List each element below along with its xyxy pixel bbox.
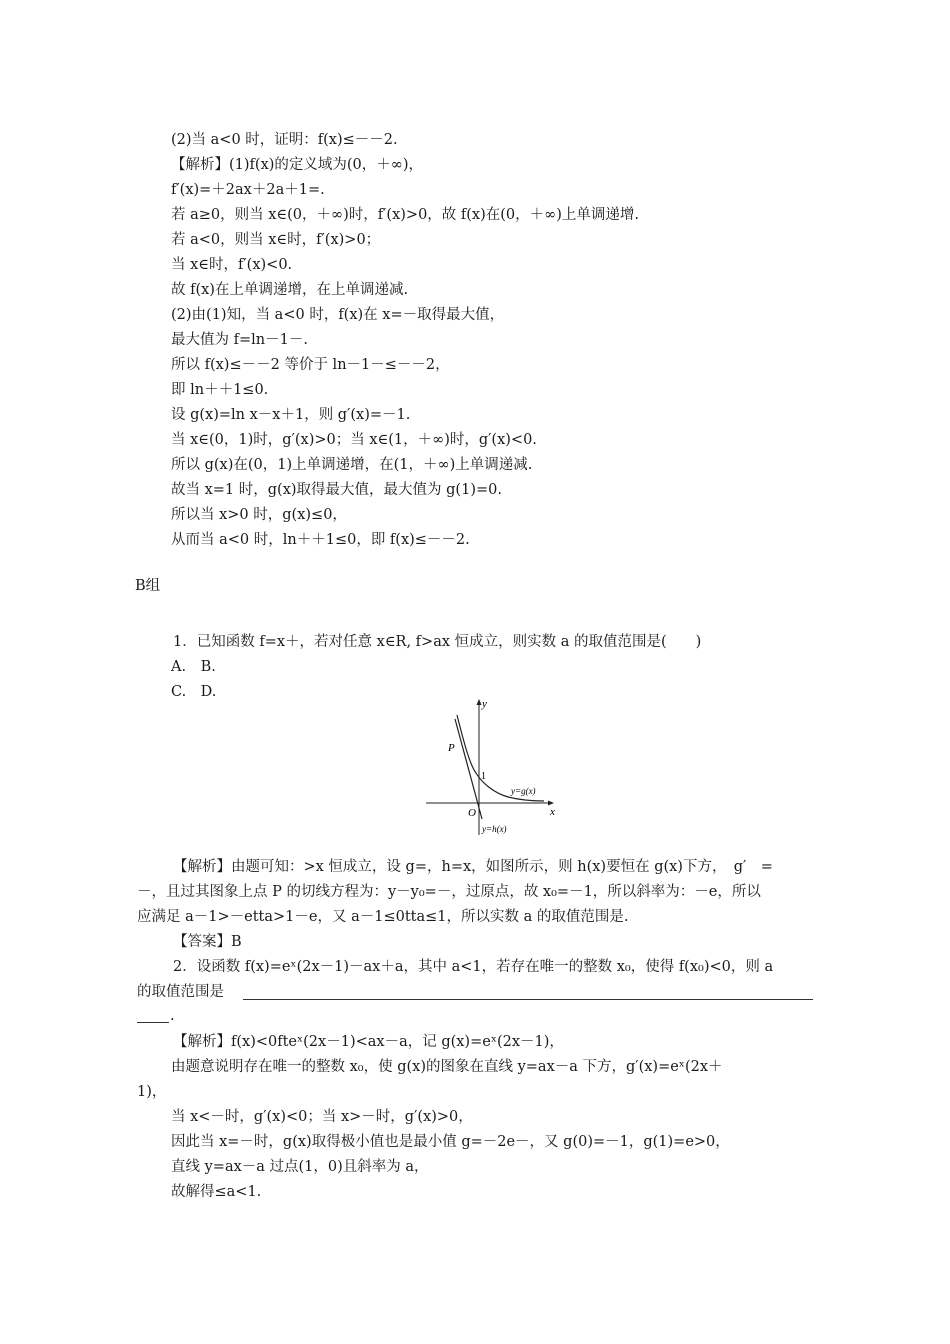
- text-line: 若 a<0，则当 x∈时，f′(x)>0；: [171, 232, 381, 248]
- point-p-label: P: [448, 742, 455, 754]
- question-stem: 1．已知函数 f=x＋，若对任意 x∈R, f>ax 恒成立，则实数 a 的取值范围是( ): [173, 634, 702, 650]
- origin-label: O: [468, 807, 476, 819]
- y-axis-label: y: [482, 698, 487, 710]
- analysis-line: 当 x<－时，g′(x)<0；当 x>－时，g′(x)>0，: [171, 1109, 473, 1125]
- tangent-line-h: [455, 719, 482, 819]
- text-line: 故当 x=1 时，g(x)取得最大值，最大值为 g(1)=0.: [171, 482, 502, 498]
- answer-blank: [243, 999, 813, 1000]
- text-line: 即 ln＋＋1≤0.: [171, 382, 269, 398]
- text-line: 【解析】(1)f(x)的定义域为(0，＋∞)，: [171, 157, 424, 173]
- stem-period: .: [170, 1008, 175, 1024]
- function-graph-figure: [424, 693, 562, 839]
- analysis-line: －，且过其图象上点 P 的切线方程为：y－y₀=－，过原点，故 x₀=－1，所以斜率为：－e，所以: [137, 884, 761, 900]
- curve-g-label: y=g(x): [511, 786, 536, 796]
- analysis-line: 因此当 x=－时，g(x)取得极小值也是最小值 g=－2e－，又 g(0)=－1，g(1)=e>0，: [171, 1134, 730, 1150]
- question-options: A. B.: [171, 659, 216, 675]
- text-line: 故 f(x)在上单调递增，在上单调递减.: [171, 282, 409, 298]
- analysis-line: 应满足 a－1>－etta>1－e，又 a－1≤0tta≤1，所以实数 a 的取值范围是.: [137, 909, 629, 925]
- analysis-line: 故解得≤a<1.: [171, 1184, 262, 1200]
- y-intercept-label: 1: [481, 771, 486, 782]
- question-stem-cont: 的取值范围是: [137, 984, 224, 1000]
- text-line: 所以当 x>0 时，g(x)≤0，: [171, 507, 347, 523]
- y-axis-arrow: [477, 699, 482, 705]
- text-line: f′(x)=＋2ax＋2a＋1=.: [171, 182, 325, 198]
- text-line: 所以 f(x)≤－－2 等价于 ln－1－≤－－2，: [171, 357, 450, 373]
- text-line: (2)由(1)知，当 a<0 时，f(x)在 x=－取得最大值，: [171, 307, 505, 323]
- section-heading: B组: [135, 578, 161, 594]
- text-line: 最大值为 f=ln－1－.: [171, 332, 308, 348]
- text-line: 当 x∈(0，1)时，g′(x)>0；当 x∈(1，＋∞)时，g′(x)<0.: [171, 432, 537, 448]
- analysis-line: 【解析】由题可知：>x 恒成立，设 g=，h=x，如图所示，则 h(x)要恒在 g(x)下方， g′ =: [173, 859, 773, 875]
- text-line: 当 x∈时，f′(x)<0.: [171, 257, 293, 273]
- x-axis-arrow: [548, 801, 554, 806]
- answer-line: 【答案】B: [173, 934, 242, 950]
- text-line: 若 a≥0，则当 x∈(0，＋∞)时，f′(x)>0，故 f(x)在(0，＋∞)上单调递增.: [171, 207, 639, 223]
- text-line: 从而当 a<0 时，ln＋＋1≤0，即 f(x)≤－－2.: [171, 532, 470, 548]
- analysis-line: 【解析】f(x)<0fteˣ(2x－1)<ax－a，记 g(x)=eˣ(2x－1)，: [173, 1034, 564, 1050]
- text-line: 设 g(x)=ln x－x＋1，则 g′(x)=－1.: [171, 407, 411, 423]
- line-h-label: y=h(x): [482, 824, 507, 834]
- question-stem: 2．设函数 f(x)=eˣ(2x－1)－ax＋a，其中 a<1，若存在唯一的整数 x₀，使得 f(x₀)<0，则 a: [173, 959, 774, 975]
- text-line: (2)当 a<0 时，证明：f(x)≤－－2.: [171, 132, 398, 148]
- analysis-line: 由题意说明存在唯一的整数 x₀，使 g(x)的图象在直线 y=ax－a 下方，g′(x)=eˣ(2x＋: [171, 1059, 723, 1075]
- text-line: 所以 g(x)在(0，1)上单调递增，在(1，＋∞)上单调递减.: [171, 457, 533, 473]
- x-axis-label: x: [550, 806, 555, 818]
- analysis-line: 1)，: [137, 1084, 167, 1100]
- analysis-line: 直线 y=ax－a 过点(1，0)且斜率为 a，: [171, 1159, 429, 1175]
- question-options: C. D.: [171, 684, 217, 700]
- answer-blank-cont: [137, 1022, 169, 1023]
